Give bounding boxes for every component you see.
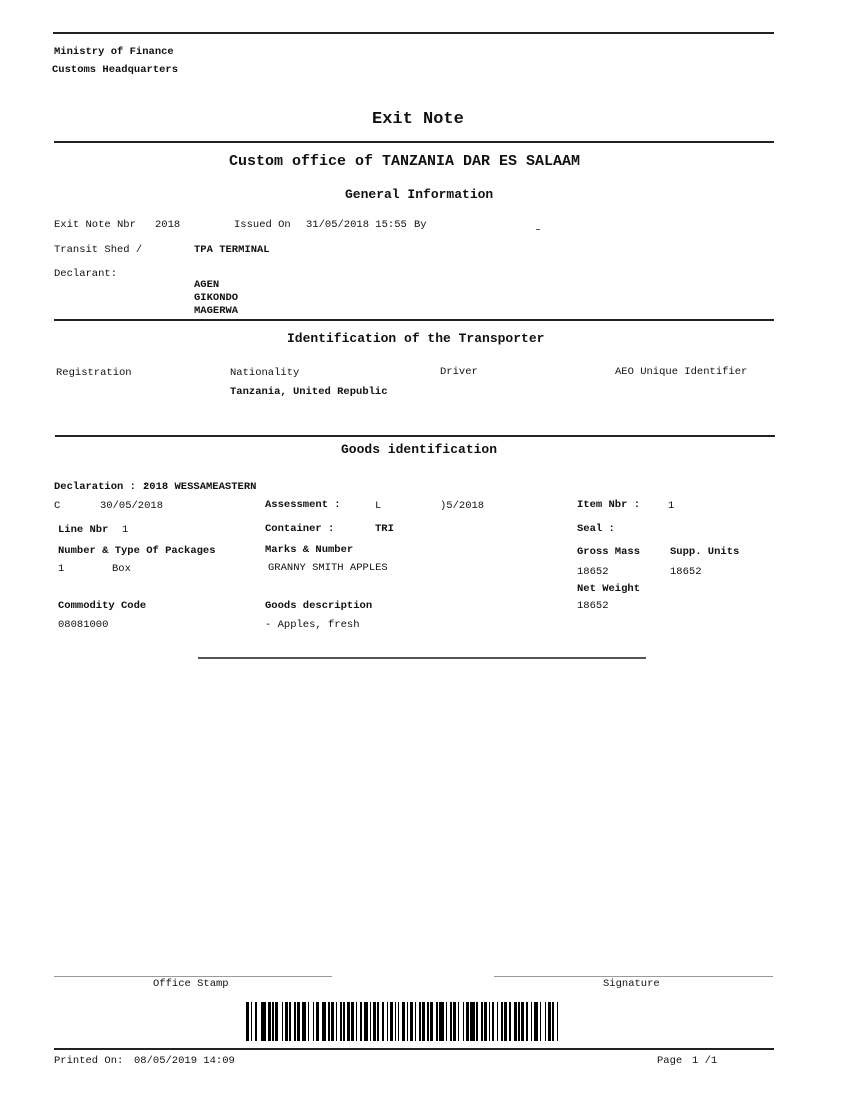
c-label: C: [54, 500, 61, 512]
goods-description-value: - Apples, fresh: [265, 619, 360, 631]
net-weight-label: Net Weight: [577, 583, 641, 595]
assessment-label: Assessment :: [265, 499, 341, 511]
packages-count: 1: [58, 563, 65, 575]
page-label: Page: [657, 1055, 683, 1067]
assessment-date: )5/2018: [440, 500, 485, 512]
printed-on-label: Printed On:: [54, 1055, 124, 1067]
goods-end-rule: [198, 657, 646, 659]
marks-label: Marks & Number: [265, 544, 354, 556]
exit-note-number-value: 2018: [155, 219, 181, 231]
assessment-prefix: L: [375, 500, 382, 512]
title-rule: [54, 141, 774, 143]
transporter-rule: [55, 435, 775, 437]
nationality-label: Nationality: [230, 367, 300, 379]
redaction-mark: [536, 229, 540, 230]
declarant-line-2: GIKONDO: [194, 292, 239, 304]
document-title: Exit Note: [372, 110, 464, 129]
issued-by-label: By: [414, 219, 427, 231]
marks-value: GRANNY SMITH APPLES: [268, 562, 388, 574]
exit-note-number-label: Exit Note Nbr: [54, 219, 136, 231]
net-weight-value: 18652: [577, 600, 609, 612]
transit-shed-label: Transit Shed /: [54, 244, 143, 256]
container-value: TRI: [375, 523, 394, 535]
item-number-value: 1: [668, 500, 675, 512]
commodity-code-label: Commodity Code: [58, 600, 147, 612]
goods-description-label: Goods description: [265, 600, 373, 612]
issued-on-label: Issued On: [234, 219, 291, 231]
office-stamp-label: Office Stamp: [153, 978, 229, 990]
signature-line: [494, 976, 773, 977]
supp-units-value: 18652: [670, 566, 702, 578]
packages-label: Number & Type Of Packages: [58, 545, 216, 557]
transporter-heading: Identification of the Transporter: [287, 331, 545, 346]
gross-mass-label: Gross Mass: [577, 546, 641, 558]
line-number-value: 1: [122, 524, 129, 536]
issued-on-value: 31/05/2018 15:55: [306, 219, 407, 231]
container-label: Container :: [265, 523, 335, 535]
transit-shed-value: TPA TERMINAL: [194, 244, 270, 256]
custom-office-heading: Custom office of TANZANIA DAR ES SALAAM: [229, 153, 581, 170]
gross-mass-value: 18652: [577, 566, 609, 578]
packages-type: Box: [112, 563, 131, 575]
c-date: 30/05/2018: [100, 500, 164, 512]
declarant-line-3: MAGERWA: [194, 305, 239, 317]
printed-on-value: 08/05/2019 14:09: [134, 1055, 235, 1067]
item-number-label: Item Nbr :: [577, 499, 641, 511]
office-stamp-line: [54, 976, 332, 977]
top-rule: [53, 32, 774, 34]
declarant-line-1: AGEN: [194, 279, 220, 291]
ministry-name: Ministry of Finance: [54, 46, 174, 58]
supp-units-label: Supp. Units: [670, 546, 740, 558]
aeo-identifier-label: AEO Unique Identifier: [615, 366, 748, 378]
nationality-value: Tanzania, United Republic: [230, 386, 388, 398]
declaration-label: Declaration : :: [54, 481, 149, 493]
general-info-rule: [54, 319, 774, 321]
driver-label: Driver: [440, 366, 478, 378]
seal-label: Seal :: [577, 523, 615, 535]
barcode: [246, 1002, 562, 1041]
registration-label: Registration: [56, 367, 132, 379]
signature-label: Signature: [603, 978, 660, 990]
goods-identification-heading: Goods identification: [341, 442, 498, 457]
declaration-value: 2018 WESSAMEASTERN: [143, 481, 257, 493]
footer-rule: [54, 1048, 774, 1050]
department-name: Customs Headquarters: [52, 64, 179, 76]
general-information-heading: General Information: [345, 187, 494, 202]
page-number: 1 /1: [692, 1055, 718, 1067]
declarant-label: Declarant:: [54, 268, 118, 280]
commodity-code-value: 08081000: [58, 619, 109, 631]
line-number-label: Line Nbr: [58, 524, 109, 536]
